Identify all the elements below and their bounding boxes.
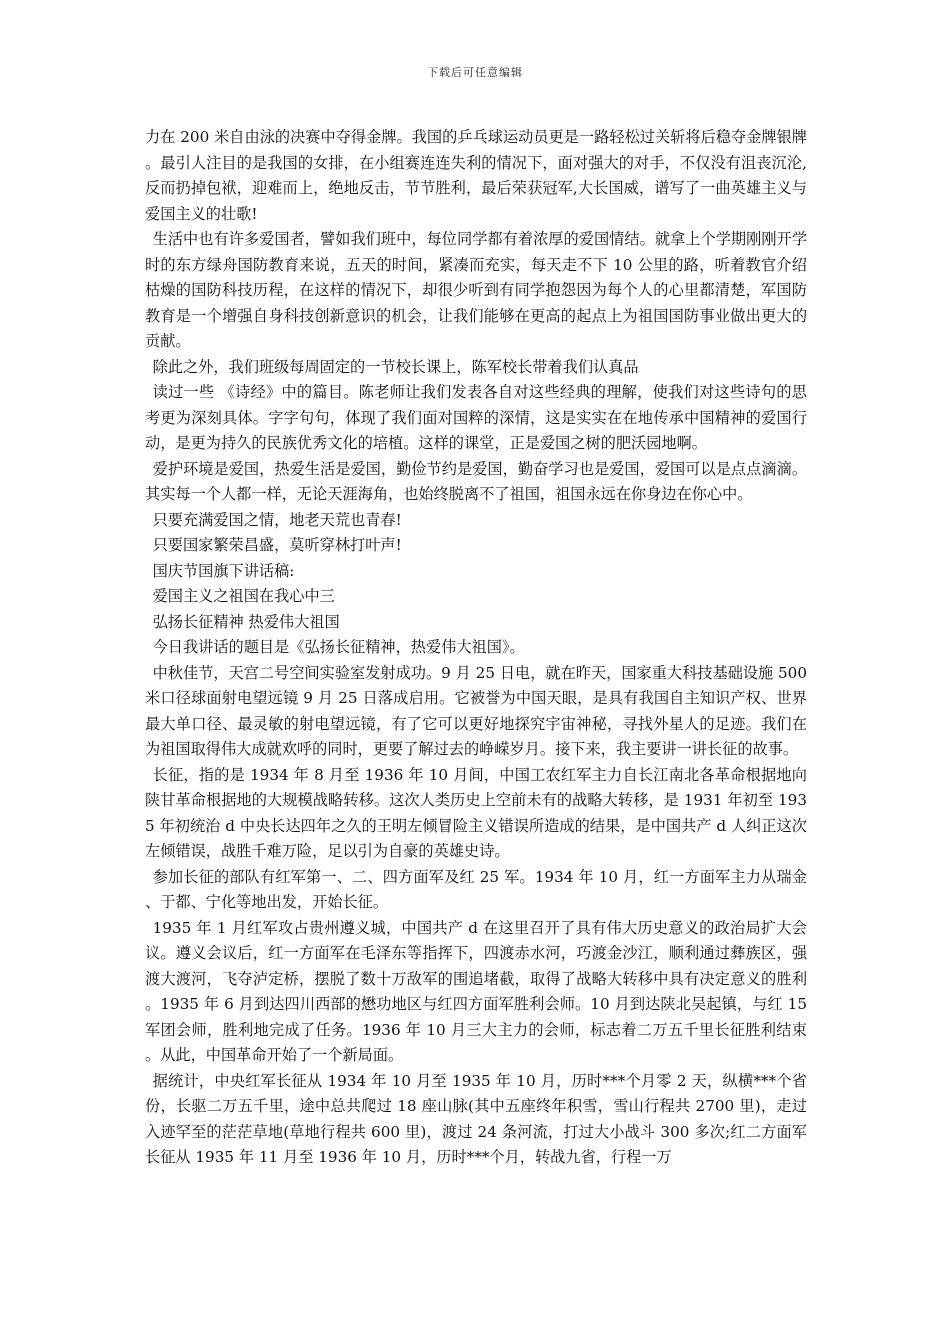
- paragraph: 除此之外，我们班级每周固定的一节校长课上，陈军校长带着我们认真品: [152, 357, 639, 376]
- header-text: 下载后可任意编辑: [427, 66, 523, 79]
- paragraph: 爱护环境是爱国，热爱生活是爱国，勤俭节约是爱国，勤奋学习也是爱国，爱国可以是点点滴滴。其实每一个人都一样，无论天涯海角，也始终脱离不了祖国，祖国永远在你身边在你心中。: [145, 459, 807, 503]
- paragraph: 国庆节国旗下讲话稿:: [152, 561, 295, 580]
- paragraph: 长征，指的是 1934 年 8 月至 1936 年 10 月间，中国工农红军主力自长江南北各革命根据地向陕甘革命根据地的大规模战略转移。这次人类历史上空前未有的战略大转移，是 1931 年初至 1935 年初统治 d 中央长达四年之久的王明左倾冒险主义错误所造成的结果，是中国共产 d 人纠正这次左倾错误，战胜千难万险，足以引为自豪的英雄史诗。: [145, 765, 807, 860]
- paragraph: 生活中也有许多爱国者，譬如我们班中，每位同学都有着浓厚的爱国情结。就拿上个学期刚刚开学时的东方绿舟国防教育来说，五天的时间，紧凑而充实，每天走不下 10 公里的路，听着教官介绍枯燥的国防科技历程，在这样的情况下，却很少听到有同学抱怨因为每个人的心里都清楚，军国防教育是一个增强自身科技创新意识的机会，让我们能够在更高的起点上为祖国国防事业做出更大的贡献。: [145, 230, 807, 350]
- paragraph: 1935 年 1 月红军攻占贵州遵义城，中国共产 d 在这里召开了具有伟大历史意义的政治局扩大会议。遵义会议后，红一方面军在毛泽东等指挥下，四渡赤水河，巧渡金沙江，顺利通过彝族区，强渡大渡河，飞夺泸定桥，摆脱了数十万敌军的围追堵截，取得了战略大转移中具有决定意义的胜利。1935 年 6 月到达四川西部的懋功地区与红四方面军胜利会师。10 月到达陕北吴起镇，与红 15 军团会师，胜利地完成了任务。1936 年 10 月三大主力的会师，标志着二万五千里长征胜利结束。从此，中国革命开始了一个新局面。: [145, 918, 807, 1064]
- paragraph: 只要充满爱国之情，地老天荒也青春!: [152, 510, 402, 529]
- paragraph: 力在 200 米自由泳的决赛中夺得金牌。我国的乒乓球运动员更是一路轻松过关斩将后稳夺金牌银牌。最引人注目的是我国的女排，在小组赛连连失利的情况下，面对强大的对手，不仅没有沮丧沉沦,反而扔掉包袱，迎难而上，绝地反击，节节胜利，最后荣获冠军,大长国威，谱写了一曲英雄主义与爱国主义的壮歌!: [145, 128, 807, 223]
- paragraph: 今日我讲话的题目是《弘扬长征精神，热爱伟大祖国》。: [152, 638, 525, 656]
- paragraph: 弘扬长征精神 热爱伟大祖国: [152, 612, 340, 631]
- paragraph: 据统计，中央红军长征从 1934 年 10 月至 1935 年 10 月，历时***个月零 2 天，纵横***个省份，长驱二万五千里，途中总共爬过 18 座山脉(其中五座终年积雪，雪山行程共 2700 里)，走过入迹罕至的茫茫草地(草地行程共 600 里)，渡过 24 条河流，打过大小战斗 300 多次;红二方面军长征从 1935 年 11 月至 1936 年 10 月，历时***个月，转战九省，行程一万: [145, 1071, 807, 1166]
- paragraph: 中秋佳节，天宫二号空间实验室发射成功。9 月 25 日电，就在昨天，国家重大科技基础设施 500 米口径球面射电望远镜 9 月 25 日落成启用。它被誉为中国天眼，是具有我国自主知识产权、世界最大单口径、最灵敏的射电望远镜，有了它可以更好地探究宇宙神秘，寻找外星人的足迹。我们在为祖国取得伟大成就欢呼的同时，更要了解过去的峥嵘岁月。接下来，我主要讲一讲长征的故事。: [145, 663, 808, 758]
- document-body: [145, 125, 807, 1171]
- paragraph: 参加长征的部队有红军第一、二、四方面军及红 25 军。1934 年 10 月，红一方面军主力从瑞金、于都、宁化等地出发，开始长征。: [145, 867, 807, 911]
- paragraph: 只要国家繁荣昌盛，莫听穿林打叶声!: [152, 536, 402, 554]
- page-header: [0, 66, 950, 80]
- paragraph: 爱国主义之祖国在我心中三: [152, 587, 335, 605]
- paragraph: 读过一些 《诗经》中的篇目。陈老师让我们发表各自对这些经典的理解，使我们对这些诗句的思考更为深刻具体。字字句句，体现了我们面对国粹的深情，这是实实在在地传承中国精神的爱国行动，是更为持久的民族优秀文化的培植。这样的课堂，正是爱国之树的肥沃园地啊。: [145, 383, 807, 452]
